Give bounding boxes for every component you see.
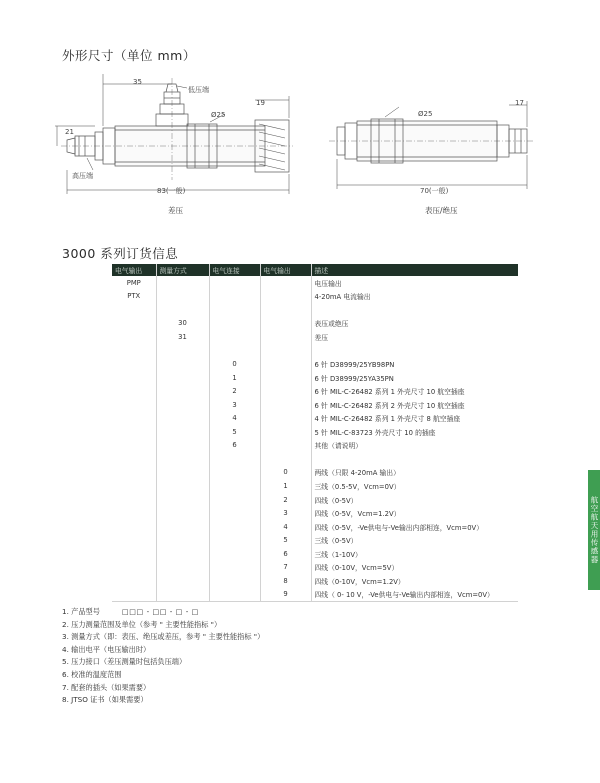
table-cell [156, 276, 209, 290]
ordering-table [112, 264, 518, 602]
table-cell [209, 547, 260, 561]
table-row [112, 290, 518, 304]
table-cell: 1 [260, 479, 311, 493]
table-cell [260, 344, 311, 358]
table-row [112, 371, 518, 385]
table-cell [156, 547, 209, 561]
high-pressure-port-label: 高压端 [72, 172, 93, 180]
table-cell: 四线（0-10V，Vcm=1.2V） [311, 574, 518, 588]
table-row [112, 547, 518, 561]
table-cell [112, 384, 156, 398]
table-cell [209, 330, 260, 344]
table-cell: PTX [127, 292, 141, 301]
table-cell: 5 [209, 425, 260, 439]
table-row [112, 452, 518, 466]
order-notes [62, 606, 264, 707]
ordering-info-title: 3000 系列订货信息 [62, 246, 179, 261]
table-row [112, 493, 518, 507]
model-code-boxes: □□□ - □□ - □ - □ [121, 607, 199, 616]
table-cell [260, 276, 311, 290]
table-cell: 30 [156, 317, 209, 331]
table-cell [156, 452, 209, 466]
table-cell [260, 398, 311, 412]
note-item: 6. 校准的温度范围 [62, 669, 122, 679]
table-row [112, 276, 518, 290]
table-cell: 4-20mA 电流输出 [311, 290, 518, 304]
table-cell [209, 506, 260, 520]
table-cell [112, 533, 156, 547]
table-cell [112, 493, 156, 507]
table-cell [311, 452, 518, 466]
table-row [112, 439, 518, 453]
table-cell [156, 398, 209, 412]
dim-17-label: 17 [515, 99, 524, 107]
table-cell: 4 [209, 411, 260, 425]
dim-d25-label: Ø25 [211, 111, 226, 119]
table-cell [112, 547, 156, 561]
table-cell [209, 344, 260, 358]
col-header: 电气连接 [209, 264, 260, 276]
table-cell [112, 439, 156, 453]
table-cell [156, 466, 209, 480]
table-cell [260, 452, 311, 466]
table-row [112, 344, 518, 358]
col-header: 电气输出 [112, 264, 156, 276]
gauge-caption: 表压/绝压 [425, 206, 458, 215]
note-item: 2. 压力测量范围及单位（参考 " 主要性能指标 "） [62, 619, 222, 629]
table-cell: 三线（1-10V） [311, 547, 518, 561]
table-row [112, 398, 518, 412]
table-cell: 四线（ 0- 10 V，-Ve供电与-Ve输出内部相连，Vcm=0V） [311, 588, 518, 602]
dim-35-label: 35 [133, 78, 142, 86]
table-cell [260, 330, 311, 344]
table-cell: PMP [126, 278, 141, 287]
table-cell: 9 [260, 588, 311, 602]
table-cell [112, 560, 156, 574]
table-cell: 2 [209, 384, 260, 398]
col-header: 电气输出 [260, 264, 311, 276]
table-cell [112, 303, 156, 317]
low-pressure-port-label: 低压端 [188, 86, 209, 94]
table-cell: 2 [260, 493, 311, 507]
dim-70-label: 70(一般) [420, 187, 449, 195]
table-cell [209, 533, 260, 547]
table-row [112, 357, 518, 371]
table-cell [156, 303, 209, 317]
note-item: 5. 压力接口（差压测量时包括负压端） [62, 657, 187, 667]
table-row [112, 411, 518, 425]
table-cell: 四线（0-5V，Vcm=1.2V） [311, 506, 518, 520]
table-cell [112, 398, 156, 412]
table-cell [156, 425, 209, 439]
note-item: 8. JTSO 证书（如果需要） [62, 695, 148, 705]
table-cell [209, 588, 260, 602]
table-cell: 四线（0-5V） [311, 493, 518, 507]
table-cell: 四线（0-10V，Vcm=5V） [311, 560, 518, 574]
table-cell [156, 344, 209, 358]
table-cell: 6 针 D38999/25YA35PN [311, 371, 518, 385]
table-cell: 3 [209, 398, 260, 412]
table-cell: 31 [156, 330, 209, 344]
table-row [112, 506, 518, 520]
table-cell [209, 276, 260, 290]
table-cell [112, 411, 156, 425]
table-cell: 7 [260, 560, 311, 574]
table-cell [260, 425, 311, 439]
table-row [112, 588, 518, 602]
table-cell [156, 520, 209, 534]
table-cell [112, 317, 156, 331]
table-cell [209, 452, 260, 466]
differential-sensor-drawing [55, 70, 295, 220]
differential-caption: 差压 [168, 206, 183, 215]
table-row [112, 330, 518, 344]
table-cell [209, 493, 260, 507]
table-cell [209, 317, 260, 331]
table-cell [156, 506, 209, 520]
table-cell [209, 479, 260, 493]
table-cell [209, 290, 260, 304]
table-cell: 0 [209, 357, 260, 371]
table-cell: 6 [209, 439, 260, 453]
table-cell [112, 479, 156, 493]
table-cell: 其他（请说明） [311, 439, 518, 453]
table-cell: 电压输出 [311, 276, 518, 290]
dimensions-title: 外形尺寸（单位 mm） [62, 48, 196, 63]
table-cell: 1 [209, 371, 260, 385]
table-cell: 6 [260, 547, 311, 561]
table-cell: 6 针 MIL-C-26482 系列 1 外壳尺寸 10 航空插座 [311, 384, 518, 398]
side-category-tab[interactable]: 航空航天用传感器 [588, 470, 600, 590]
table-cell [209, 574, 260, 588]
table-cell: 0 [260, 466, 311, 480]
table-cell [156, 479, 209, 493]
table-cell [156, 384, 209, 398]
table-cell: 两线（只限 4-20mA 输出） [311, 466, 518, 480]
table-row [112, 466, 518, 480]
table-cell [209, 520, 260, 534]
note-model-label: 1. 产品型号 [62, 607, 100, 616]
table-cell [156, 588, 209, 602]
table-cell [112, 425, 156, 439]
table-cell: 四线（0-5V，-Ve供电与-Ve输出内部相连，Vcm=0V） [311, 520, 518, 534]
table-cell [156, 411, 209, 425]
table-cell [209, 560, 260, 574]
table-cell [209, 466, 260, 480]
table-cell [311, 344, 518, 358]
dim-d25-label-2: Ø25 [418, 110, 433, 118]
table-cell [156, 574, 209, 588]
gauge-sensor-drawing [325, 95, 540, 215]
table-row [112, 317, 518, 331]
table-cell [209, 303, 260, 317]
table-cell [156, 439, 209, 453]
table-cell: 3 [260, 506, 311, 520]
note-item: 7. 配套的插头（如果需要） [62, 682, 151, 692]
table-cell [156, 357, 209, 371]
table-cell [112, 520, 156, 534]
table-row [112, 533, 518, 547]
table-cell [260, 357, 311, 371]
table-cell [112, 357, 156, 371]
table-cell [156, 560, 209, 574]
table-cell [156, 533, 209, 547]
table-cell [112, 506, 156, 520]
table-cell: 4 针 MIL-C-26482 系列 1 外壳尺寸 8 航空插座 [311, 411, 518, 425]
table-cell: 6 针 MIL-C-26482 系列 2 外壳尺寸 10 航空插座 [311, 398, 518, 412]
table-cell: 5 [260, 533, 311, 547]
table-cell: 三线（0-5V） [311, 533, 518, 547]
table-cell [260, 303, 311, 317]
table-cell [112, 574, 156, 588]
table-row [112, 574, 518, 588]
note-item: 4. 输出电平（电压输出时） [62, 644, 151, 654]
table-cell [112, 330, 156, 344]
ordering-table-header [112, 264, 518, 276]
table-cell: 4 [260, 520, 311, 534]
table-cell [260, 371, 311, 385]
table-cell [112, 588, 156, 602]
table-cell [311, 303, 518, 317]
dim-21-label: 21 [65, 128, 74, 136]
table-row [112, 520, 518, 534]
note-item [62, 606, 264, 619]
table-cell [112, 466, 156, 480]
table-cell: 差压 [311, 330, 518, 344]
col-header: 描述 [311, 264, 518, 276]
col-header: 测量方式 [156, 264, 209, 276]
table-cell [260, 384, 311, 398]
dim-83-label: 83(一般) [157, 187, 186, 195]
table-cell: 5 针 MIL-C-83723 外壳尺寸 10 的插座 [311, 425, 518, 439]
table-cell [156, 290, 209, 304]
table-cell [112, 344, 156, 358]
note-item: 3. 测量方式（即：表压、绝压或差压，参考 " 主要性能指标 "） [62, 632, 265, 642]
table-cell: 8 [260, 574, 311, 588]
table-cell [260, 317, 311, 331]
table-cell: 三线（0.5-5V，Vcm=0V） [311, 479, 518, 493]
table-cell [260, 290, 311, 304]
table-cell [260, 411, 311, 425]
dim-19-label: 19 [256, 99, 265, 107]
table-cell: 表压或绝压 [311, 317, 518, 331]
table-row [112, 303, 518, 317]
table-cell [156, 493, 209, 507]
table-cell: 6 针 D38999/25YB98PN [311, 357, 518, 371]
table-cell [112, 371, 156, 385]
table-row [112, 425, 518, 439]
table-row [112, 384, 518, 398]
table-cell [260, 439, 311, 453]
table-cell [156, 371, 209, 385]
table-row [112, 479, 518, 493]
table-row [112, 560, 518, 574]
table-cell [112, 452, 156, 466]
